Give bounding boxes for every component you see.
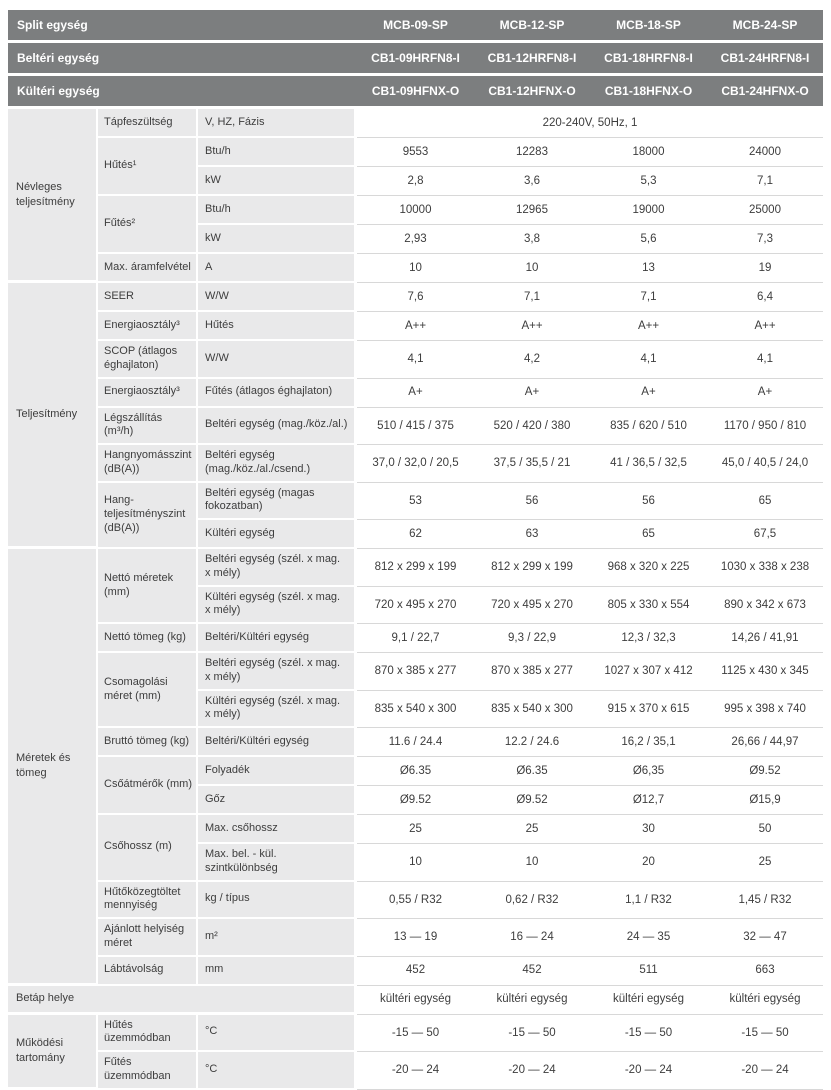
spec-row <box>8 341 823 379</box>
value-cell: 12,3 / 32,3 <box>590 624 707 653</box>
value-cell: 915 x 370 x 615 <box>590 691 707 729</box>
value-cell: 870 x 385 x 277 <box>357 653 474 691</box>
group-label: Betáp helye <box>8 986 357 1015</box>
value-cell: 16,2 / 35,1 <box>590 728 707 757</box>
value-cell: 511 <box>590 957 707 986</box>
spec-row <box>8 882 823 920</box>
row-label: Csőhossz (m) <box>98 815 198 882</box>
row-label: Hang-teljesítményszint (dB(A)) <box>98 483 198 550</box>
value-cell: -15 — 50 <box>590 1015 707 1053</box>
value-cell: 65 <box>590 520 707 549</box>
value-cell: kültéri egység <box>707 986 823 1015</box>
unit-label: Gőz <box>198 786 357 815</box>
value-cell: 5,6 <box>590 225 707 254</box>
header-row-label: Split egység <box>8 10 357 43</box>
value-cell: 7,1 <box>707 167 823 196</box>
value-cell: 18000 <box>590 138 707 167</box>
model-name: CB1-12HRFN8-I <box>474 43 590 76</box>
value-cell: 4,1 <box>590 341 707 379</box>
value-cell: 14,26 / 41,91 <box>707 624 823 653</box>
row-label: Nettó méretek (mm) <box>98 549 198 624</box>
model-name: CB1-09HFNX-O <box>357 76 474 109</box>
header-row-label: Beltéri egység <box>8 43 357 76</box>
spec-row <box>8 408 823 446</box>
value-cell: 56 <box>590 483 707 521</box>
model-name: CB1-24HRFN8-I <box>707 43 823 76</box>
header-row <box>8 10 823 43</box>
value-cell: 968 x 320 x 225 <box>590 549 707 587</box>
value-cell: 53 <box>357 483 474 521</box>
value-cell: 835 x 540 x 300 <box>474 691 590 729</box>
spec-row <box>8 138 823 167</box>
spec-row <box>8 109 823 138</box>
value-cell: A++ <box>474 312 590 341</box>
row-label: Ajánlott helyiség méret <box>98 919 198 957</box>
value-cell: 1030 x 338 x 238 <box>707 549 823 587</box>
spec-row <box>8 483 823 521</box>
spec-row <box>8 653 823 691</box>
unit-label: Folyadék <box>198 757 357 786</box>
unit-label: Btu/h <box>198 138 357 167</box>
row-label: Lábtávolság <box>98 957 198 986</box>
row-label: Energiaosztály³ <box>98 379 198 408</box>
unit-label: Beltéri/Kültéri egység <box>198 728 357 757</box>
value-cell: 10 <box>474 254 590 283</box>
value-cell: 870 x 385 x 277 <box>474 653 590 691</box>
model-name: MCB-12-SP <box>474 10 590 43</box>
model-name: CB1-09HRFN8-I <box>357 43 474 76</box>
group-label: Méretek és tömeg <box>8 549 98 986</box>
spec-row <box>8 549 823 587</box>
row-label: Nettó tömeg (kg) <box>98 624 198 653</box>
value-cell: 12965 <box>474 196 590 225</box>
unit-label: Beltéri egység (szél. x mag. x mély) <box>198 549 357 587</box>
value-cell: 6,4 <box>707 283 823 312</box>
model-name: MCB-24-SP <box>707 10 823 43</box>
unit-label: Hűtés <box>198 312 357 341</box>
value-cell: 2,93 <box>357 225 474 254</box>
value-cell: 663 <box>707 957 823 986</box>
model-name: CB1-12HFNX-O <box>474 76 590 109</box>
value-cell: 7,1 <box>474 283 590 312</box>
unit-label: Beltéri egység (mag./köz./al.) <box>198 408 357 446</box>
model-name: CB1-24HFNX-O <box>707 76 823 109</box>
row-label: SEER <box>98 283 198 312</box>
row-label: Hűtés¹ <box>98 138 198 196</box>
value-cell: 9,3 / 22,9 <box>474 624 590 653</box>
group-label: Működési tartomány <box>8 1015 98 1090</box>
unit-label: Kültéri egység (szél. x mag. x mély) <box>198 691 357 729</box>
spec-row <box>8 986 823 1015</box>
spec-row <box>8 1052 823 1090</box>
value-cell: 10 <box>474 844 590 882</box>
row-label: Hűtőközegtöltet mennyiség <box>98 882 198 920</box>
model-name: CB1-18HRFN8-I <box>590 43 707 76</box>
value-cell: Ø9.52 <box>357 786 474 815</box>
value-cell: 812 x 299 x 199 <box>357 549 474 587</box>
value-cell: 835 / 620 / 510 <box>590 408 707 446</box>
value-cell: 26,66 / 44,97 <box>707 728 823 757</box>
value-cell: 56 <box>474 483 590 521</box>
value-cell: 62 <box>357 520 474 549</box>
spec-row <box>8 445 823 483</box>
value-cell: 67,5 <box>707 520 823 549</box>
row-label: Hangnyomásszint (dB(A)) <box>98 445 198 483</box>
unit-label: Kültéri egység (szél. x mag. x mély) <box>198 587 357 625</box>
unit-label: m² <box>198 919 357 957</box>
value-cell: 3,6 <box>474 167 590 196</box>
value-cell: 7,1 <box>590 283 707 312</box>
value-cell: A++ <box>357 312 474 341</box>
row-label: Bruttó tömeg (kg) <box>98 728 198 757</box>
value-cell: 7,3 <box>707 225 823 254</box>
spec-table <box>8 10 823 1090</box>
value-cell: 452 <box>474 957 590 986</box>
model-name: MCB-18-SP <box>590 10 707 43</box>
value-cell: A+ <box>707 379 823 408</box>
value-cell: 510 / 415 / 375 <box>357 408 474 446</box>
spec-row <box>8 624 823 653</box>
value-cell: Ø12,7 <box>590 786 707 815</box>
value-cell: 12283 <box>474 138 590 167</box>
spec-row <box>8 728 823 757</box>
value-cell: -15 — 50 <box>707 1015 823 1053</box>
spec-row <box>8 283 823 312</box>
value-cell: Ø6,35 <box>590 757 707 786</box>
value-cell: 20 <box>590 844 707 882</box>
value-cell: 63 <box>474 520 590 549</box>
spec-row <box>8 1015 823 1053</box>
value-cell: Ø6.35 <box>357 757 474 786</box>
unit-label: °C <box>198 1052 357 1090</box>
value-cell: Ø9.52 <box>707 757 823 786</box>
value-cell: 9,1 / 22,7 <box>357 624 474 653</box>
value-cell: Ø15,9 <box>707 786 823 815</box>
group-label: Teljesítmény <box>8 283 98 549</box>
value-cell: 30 <box>590 815 707 844</box>
value-cell: 50 <box>707 815 823 844</box>
unit-label: Btu/h <box>198 196 357 225</box>
unit-label: W/W <box>198 283 357 312</box>
spec-row <box>8 957 823 986</box>
value-cell: 452 <box>357 957 474 986</box>
row-label: Hűtés üzemmódban <box>98 1015 198 1053</box>
value-cell: 5,3 <box>590 167 707 196</box>
spec-row <box>8 254 823 283</box>
value-cell: 995 x 398 x 740 <box>707 691 823 729</box>
value-cell: 12.2 / 24.6 <box>474 728 590 757</box>
value-cell: 25000 <box>707 196 823 225</box>
model-name: CB1-18HFNX-O <box>590 76 707 109</box>
value-cell: Ø9.52 <box>474 786 590 815</box>
value-cell: 0,62 / R32 <box>474 882 590 920</box>
unit-label: kg / típus <box>198 882 357 920</box>
value-cell: 37,5 / 35,5 / 21 <box>474 445 590 483</box>
value-cell: 13 <box>590 254 707 283</box>
value-cell: 720 x 495 x 270 <box>474 587 590 625</box>
value-cell: -20 — 24 <box>357 1052 474 1090</box>
value-cell: 520 / 420 / 380 <box>474 408 590 446</box>
unit-label: V, HZ, Fázis <box>198 109 357 138</box>
value-cell: 890 x 342 x 673 <box>707 587 823 625</box>
value-cell: 41 / 36,5 / 32,5 <box>590 445 707 483</box>
header-row-label: Kültéri egység <box>8 76 357 109</box>
spec-row <box>8 196 823 225</box>
value-cell: 11.6 / 24.4 <box>357 728 474 757</box>
group-label: Névleges teljesítmény <box>8 109 98 283</box>
unit-label: mm <box>198 957 357 986</box>
unit-label: Fűtés (átlagos éghajlaton) <box>198 379 357 408</box>
value-cell: A+ <box>474 379 590 408</box>
value-cell: 19 <box>707 254 823 283</box>
row-label: Max. áramfelvétel <box>98 254 198 283</box>
value-cell: 45,0 / 40,5 / 24,0 <box>707 445 823 483</box>
unit-label: W/W <box>198 341 357 379</box>
value-cell: 10000 <box>357 196 474 225</box>
value-cell: kültéri egység <box>357 986 474 1015</box>
value-cell: 10 <box>357 254 474 283</box>
unit-label: Beltéri/Kültéri egység <box>198 624 357 653</box>
value-cell: -20 — 24 <box>474 1052 590 1090</box>
value-cell: 7,6 <box>357 283 474 312</box>
spec-row <box>8 312 823 341</box>
value-cell: 10 <box>357 844 474 882</box>
value-cell: 1170 / 950 / 810 <box>707 408 823 446</box>
value-cell: 0,55 / R32 <box>357 882 474 920</box>
value-cell: 4,1 <box>357 341 474 379</box>
unit-label: Beltéri egység (magas fokozatban) <box>198 483 357 521</box>
row-label: Csőátmérők (mm) <box>98 757 198 815</box>
spec-row <box>8 379 823 408</box>
value-cell: 65 <box>707 483 823 521</box>
value-cell: 1125 x 430 x 345 <box>707 653 823 691</box>
row-label: SCOP (átlagos éghajlaton) <box>98 341 198 379</box>
value-cell: 25 <box>474 815 590 844</box>
value-cell: -15 — 50 <box>357 1015 474 1053</box>
value-cell: 25 <box>357 815 474 844</box>
value-cell: 1,1 / R32 <box>590 882 707 920</box>
value-cell: 3,8 <box>474 225 590 254</box>
row-label: Tápfeszültség <box>98 109 198 138</box>
row-label: Légszállítás (m³/h) <box>98 408 198 446</box>
header-row <box>8 43 823 76</box>
value-cell: 37,0 / 32,0 / 20,5 <box>357 445 474 483</box>
model-name: MCB-09-SP <box>357 10 474 43</box>
value-cell: 25 <box>707 844 823 882</box>
value-cell: 9553 <box>357 138 474 167</box>
value-cell: 16 — 24 <box>474 919 590 957</box>
value-cell: 19000 <box>590 196 707 225</box>
value-cell: 812 x 299 x 199 <box>474 549 590 587</box>
value-cell: 1,45 / R32 <box>707 882 823 920</box>
unit-label: Max. csőhossz <box>198 815 357 844</box>
value-cell: 805 x 330 x 554 <box>590 587 707 625</box>
value-cell: -20 — 24 <box>707 1052 823 1090</box>
value-cell: 32 — 47 <box>707 919 823 957</box>
spec-row <box>8 815 823 844</box>
value-cell: 1027 x 307 x 412 <box>590 653 707 691</box>
unit-label: Kültéri egység <box>198 520 357 549</box>
spec-row <box>8 919 823 957</box>
value-cell: 720 x 495 x 270 <box>357 587 474 625</box>
unit-label: °C <box>198 1015 357 1053</box>
spec-row <box>8 757 823 786</box>
value-cell: A++ <box>707 312 823 341</box>
unit-label: Beltéri egység (mag./köz./al./csend.) <box>198 445 357 483</box>
value-cell: 220-240V, 50Hz, 1 <box>357 109 823 138</box>
value-cell: kültéri egység <box>474 986 590 1015</box>
spec-table-body <box>8 10 823 1090</box>
value-cell: A++ <box>590 312 707 341</box>
value-cell: 13 — 19 <box>357 919 474 957</box>
unit-label: kW <box>198 225 357 254</box>
unit-label: Beltéri egység (szél. x mag. x mély) <box>198 653 357 691</box>
value-cell: 4,2 <box>474 341 590 379</box>
unit-label: kW <box>198 167 357 196</box>
row-label: Energiaosztály³ <box>98 312 198 341</box>
value-cell: Ø6.35 <box>474 757 590 786</box>
row-label: Fűtés üzemmódban <box>98 1052 198 1090</box>
value-cell: 24000 <box>707 138 823 167</box>
value-cell: 24 — 35 <box>590 919 707 957</box>
value-cell: 4,1 <box>707 341 823 379</box>
value-cell: 2,8 <box>357 167 474 196</box>
value-cell: A+ <box>590 379 707 408</box>
value-cell: -15 — 50 <box>474 1015 590 1053</box>
row-label: Fűtés² <box>98 196 198 254</box>
header-row <box>8 76 823 109</box>
unit-label: Max. bel. - kül. szintkülönbség <box>198 844 357 882</box>
value-cell: -20 — 24 <box>590 1052 707 1090</box>
value-cell: kültéri egység <box>590 986 707 1015</box>
unit-label: A <box>198 254 357 283</box>
row-label: Csomagolási méret (mm) <box>98 653 198 728</box>
value-cell: A+ <box>357 379 474 408</box>
value-cell: 835 x 540 x 300 <box>357 691 474 729</box>
